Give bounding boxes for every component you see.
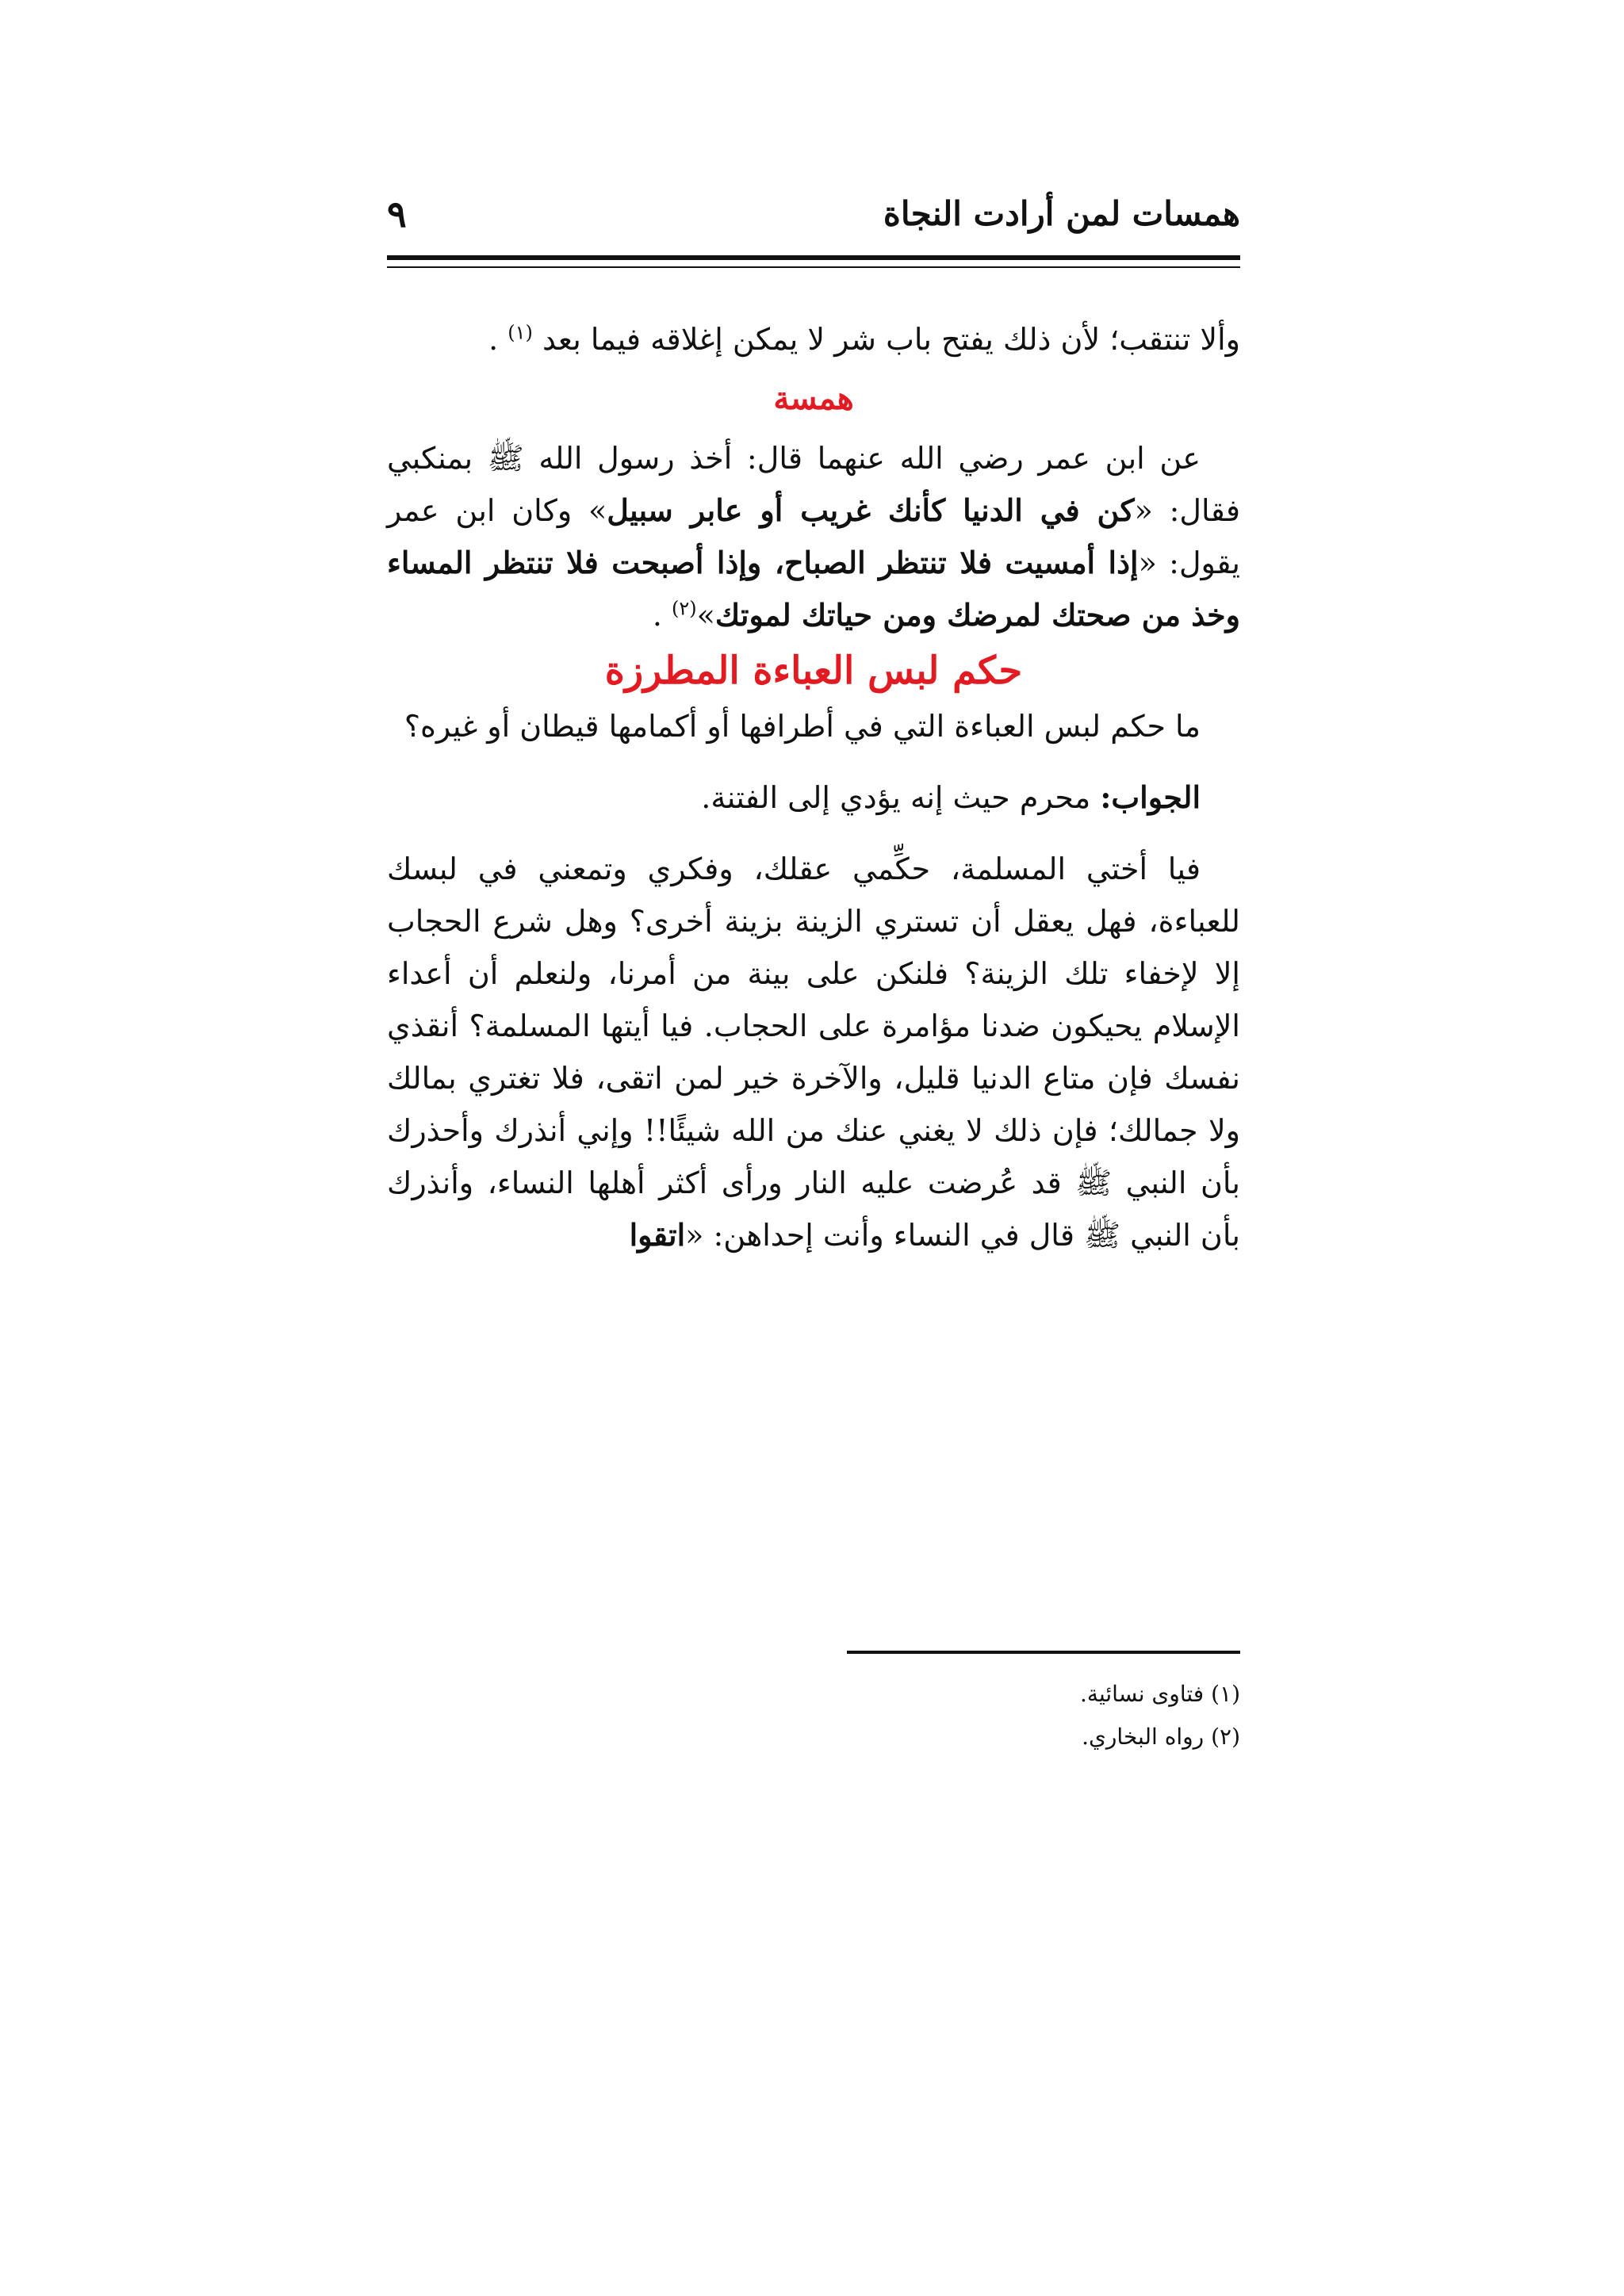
paragraph-2-hadith-2: إذا أمسيت فلا تنتظر الصباح، وإذا أصبحت فلا تنتظر المساء وخذ من صحتك لمرضك ومن حياتك لموتك xyxy=(387,545,1240,633)
running-title: همسات لمن أرادت النجاة xyxy=(883,194,1240,233)
paragraph-5 xyxy=(387,843,1240,1261)
paragraph-2-end: . xyxy=(652,598,672,633)
page-header xyxy=(387,186,1240,258)
footnote-ref-2: (٢) xyxy=(672,597,697,620)
header-rule-thick xyxy=(387,255,1240,260)
page-number: ٩ xyxy=(387,193,407,235)
footnote-2: (٢) رواه البخاري. xyxy=(1082,1724,1240,1750)
paragraph-1-text: وألا تنتقب؛ لأن ذلك يفتح باب شر لا يمكن إغلاقه فيما بعد xyxy=(542,322,1240,357)
paragraph-1-end: . xyxy=(488,322,508,357)
paragraph-2 xyxy=(387,432,1240,641)
header-rule-thin xyxy=(387,266,1240,268)
heading-hamsa: همسة xyxy=(773,380,854,417)
answer-text: محرم حيث إنه يؤدي إلى الفتنة. xyxy=(701,780,1101,815)
footnote-ref-1: (١) xyxy=(508,321,533,344)
body-text xyxy=(387,313,1240,1261)
paragraph-2-part-c: » وكان ابن عمر يقول: « xyxy=(387,493,1240,580)
paragraph-3-question: ما حكم لبس العباءة التي في أطرافها أو أكمامها قيطان أو غيره؟ xyxy=(404,709,1201,744)
footnote-rule xyxy=(847,1651,1240,1654)
paragraph-2-hadith-1: كن في الدنيا كأنك غريب أو عابر سبيل xyxy=(607,492,1135,528)
answer-label: الجواب: xyxy=(1100,779,1201,815)
paragraph-4-answer xyxy=(387,771,1240,824)
paragraph-5-text: فيا أختي المسلمة، حكِّمي عقلك، وفكري وتمعني في لبسك للعباءة، فهل يعقل أن تستري الزينة بزينة أخرى؟ وهل شرع الحجاب إلا لإخفاء تلك الزينة؟ فلنكن على بينة من أمرنا، ولنعلم أن أعداء الإسلام يحيكون ضدنا مؤامرة على الحجاب. فيا أيتها المسلمة؟ أنقذي نفسك فإن متاع الدنيا قليل، والآخرة خير لمن اتقى، فلا تغتري بمالك ولا جمالك؛ فإن ذلك لا يغني عنك من الله شيئًا!! وإني أنذرك وأحذرك بأن النبي ﷺ قد عُرضت عليه النار ورأى أكثر أهلها النساء، وأنذرك بأن النبي ﷺ قال في النساء وأنت إحداهن: « xyxy=(387,851,1241,1253)
heading-abaya-ruling: حكم لبس العباءة المطرزة xyxy=(604,649,1023,693)
paragraph-5-bold-end: اتقوا xyxy=(629,1217,686,1253)
paragraph-1 xyxy=(387,313,1240,365)
paragraph-2-part-e: » xyxy=(696,598,715,633)
footnote-1: (١) فتاوى نسائية. xyxy=(1080,1681,1240,1707)
footnotes xyxy=(387,1673,1240,1758)
paragraph-2-part-a: عن ابن عمر رضي الله عنهما قال: أخذ رسول الله ﷺ بمنكبي فقال: « xyxy=(387,441,1240,528)
